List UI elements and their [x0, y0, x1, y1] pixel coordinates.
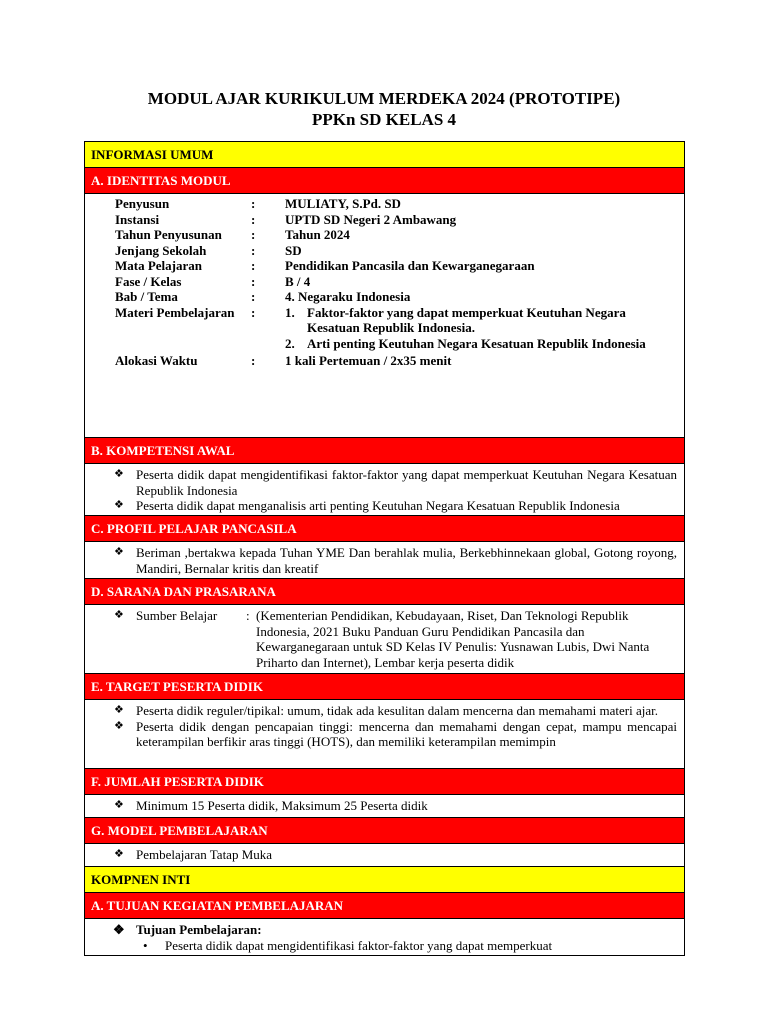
- bullet-dot-icon: •: [143, 937, 148, 953]
- kompetensi-text: Peserta didik dapat menganalisis arti penting Keutuhan Negara Kesatuan Republik Indonesia: [136, 498, 620, 513]
- identitas-label: Bab / Tema: [115, 289, 178, 304]
- target-body: [85, 700, 684, 769]
- sumber-label: Sumber Belajar: [136, 608, 218, 623]
- tujuan-subheading: [85, 922, 684, 938]
- sarana-body: [85, 605, 684, 674]
- identitas-value: MULIATY, S.Pd. SD: [285, 196, 401, 211]
- identitas-value: Tahun 2024: [285, 227, 350, 242]
- colon: :: [251, 242, 256, 258]
- sumber-belajar-row: [85, 608, 684, 670]
- sumber-value: (Kementerian Pendidikan, Kebudayaan, Riset, Dan Teknologi Republik Indonesia, 2021 Buku Panduan Guru Pendidikan Pancasila dan Kewarganegaraan untuk SD Kelas IV Penulis: Yusnawan Lubis, Dwi Nanta Priharto dan Internet), Lembar kerja peserta didik: [256, 608, 650, 670]
- diamond-bullet-icon: ❖: [114, 799, 124, 811]
- diamond-bullet-icon: ❖: [114, 719, 124, 732]
- kompetensi-text: Peserta didik dapat mengidentifikasi faktor-faktor yang dapat memperkuat Keutuhan Negara Kesatuan Republik Indonesia: [136, 467, 677, 498]
- document-subtitle: PPKn SD KELAS 4: [311, 110, 457, 129]
- colon: :: [251, 353, 256, 368]
- identitas-value: SD: [285, 242, 302, 258]
- section-target-peserta: E. TARGET PESERTA DIDIK: [85, 674, 684, 700]
- list-item: [85, 798, 684, 814]
- section-komponen-inti: KOMPNEN INTI: [85, 867, 684, 893]
- identitas-label: Alokasi Waktu: [115, 353, 198, 368]
- tujuan-text: Peserta didik dapat mengidentifikasi faktor-faktor yang dapat memperkuat: [165, 937, 553, 953]
- identitas-row: [85, 258, 684, 274]
- colon: :: [251, 273, 256, 289]
- list-item: [85, 498, 684, 514]
- materi-text: Arti penting Keutuhan Negara Kesatuan Republik Indonesia: [307, 335, 646, 351]
- identitas-label: Penyusun: [115, 196, 170, 211]
- profil-body: [85, 542, 684, 579]
- colon: :: [251, 258, 256, 273]
- colon: :: [251, 304, 256, 320]
- module-table: [84, 141, 685, 956]
- profil-text: Beriman ,bertakwa kepada Tuhan YME Dan berahlak mulia, Berkebhinnekaan global, Gotong royong, Mandiri, Bernalar kritis dan kreatif: [136, 545, 677, 576]
- colon: :: [251, 196, 256, 211]
- colon: :: [246, 608, 250, 623]
- colon: :: [251, 211, 256, 227]
- document-title: MODUL AJAR KURIKULUM MERDEKA 2024 (PROTOTIPE): [147, 89, 621, 108]
- colon: :: [251, 227, 256, 242]
- target-text: Peserta didik reguler/tipikal: umum, tidak ada kesulitan dalam mencerna dan memahami materi ajar.: [136, 703, 658, 718]
- list-item: [85, 719, 684, 750]
- section-kompetensi-awal: B. KOMPETENSI AWAL: [85, 438, 684, 464]
- section-jumlah-peserta: F. JUMLAH PESERTA DIDIK: [85, 769, 684, 795]
- section-sarana-prasarana: D. SARANA DAN PRASARANA: [85, 579, 684, 605]
- identitas-label: Fase / Kelas: [115, 273, 182, 289]
- list-item: [85, 847, 684, 863]
- identitas-row-materi: [85, 305, 684, 352]
- section-profil-pelajar: C. PROFIL PELAJAR PANCASILA: [85, 516, 684, 542]
- identitas-row: [85, 274, 684, 290]
- identitas-row: [85, 227, 684, 243]
- list-item: [85, 467, 684, 498]
- section-tujuan-pembelajaran: A. TUJUAN KEGIATAN PEMBELAJARAN: [85, 893, 684, 919]
- list-item: [85, 938, 684, 954]
- list-item: [85, 545, 684, 576]
- identitas-label: Jenjang Sekolah: [115, 242, 207, 258]
- section-informasi-umum: INFORMASI UMUM: [85, 142, 684, 168]
- section-identitas-modul: A. IDENTITAS MODUL: [85, 168, 684, 194]
- materi-item: [285, 336, 674, 352]
- materi-item: [285, 305, 674, 336]
- materi-number: 2.: [285, 335, 295, 351]
- diamond-bullet-icon: ❖: [114, 848, 124, 860]
- identitas-row: [85, 212, 684, 228]
- identitas-value: 4. Negaraku Indonesia: [285, 289, 411, 304]
- jumlah-body: [85, 795, 684, 818]
- diamond-bullet-icon: ❖: [113, 922, 125, 937]
- identitas-label: Materi Pembelajaran: [115, 304, 235, 320]
- diamond-bullet-icon: ❖: [114, 546, 124, 558]
- jumlah-text: Minimum 15 Peserta didik, Maksimum 25 Peserta didik: [136, 798, 428, 813]
- tujuan-body: [85, 919, 684, 955]
- diamond-bullet-icon: ❖: [114, 704, 124, 716]
- identitas-label: Instansi: [115, 211, 160, 227]
- model-body: [85, 844, 684, 867]
- identitas-value: Pendidikan Pancasila dan Kewarganegaraan: [285, 258, 535, 273]
- diamond-bullet-icon: ❖: [114, 499, 124, 511]
- colon: :: [251, 289, 256, 304]
- list-item: [85, 703, 684, 719]
- identitas-value: B / 4: [285, 273, 311, 289]
- identitas-row: [85, 243, 684, 259]
- tujuan-subheading-text: Tujuan Pembelajaran:: [136, 922, 262, 937]
- identitas-value: UPTD SD Negeri 2 Ambawang: [285, 211, 457, 227]
- materi-number: 1.: [285, 304, 295, 320]
- model-text: Pembelajaran Tatap Muka: [136, 847, 273, 862]
- materi-text: Faktor-faktor yang dapat memperkuat Keutuhan Negara Kesatuan Republik Indonesia.: [307, 304, 626, 335]
- identitas-body: [85, 194, 684, 438]
- identitas-label: Tahun Penyusunan: [115, 227, 222, 242]
- identitas-row: [85, 353, 684, 369]
- kompetensi-body: [85, 464, 684, 516]
- identitas-value: 1 kali Pertemuan / 2x35 menit: [285, 353, 452, 368]
- diamond-bullet-icon: ❖: [114, 609, 124, 621]
- target-text: Peserta didik dengan pencapaian tinggi: mencerna dan memahami dengan cepat, mampu mencapai keterampilan berfikir aras tinggi (HOTS), dan memiliki keterampilan memimpin: [136, 718, 677, 749]
- identitas-label: Mata Pelajaran: [115, 258, 203, 273]
- section-model-pembelajaran: G. MODEL PEMBELAJARAN: [85, 818, 684, 844]
- identitas-row: [85, 289, 684, 305]
- diamond-bullet-icon: ❖: [114, 468, 124, 480]
- materi-list: [285, 305, 684, 352]
- identitas-row: [85, 196, 684, 212]
